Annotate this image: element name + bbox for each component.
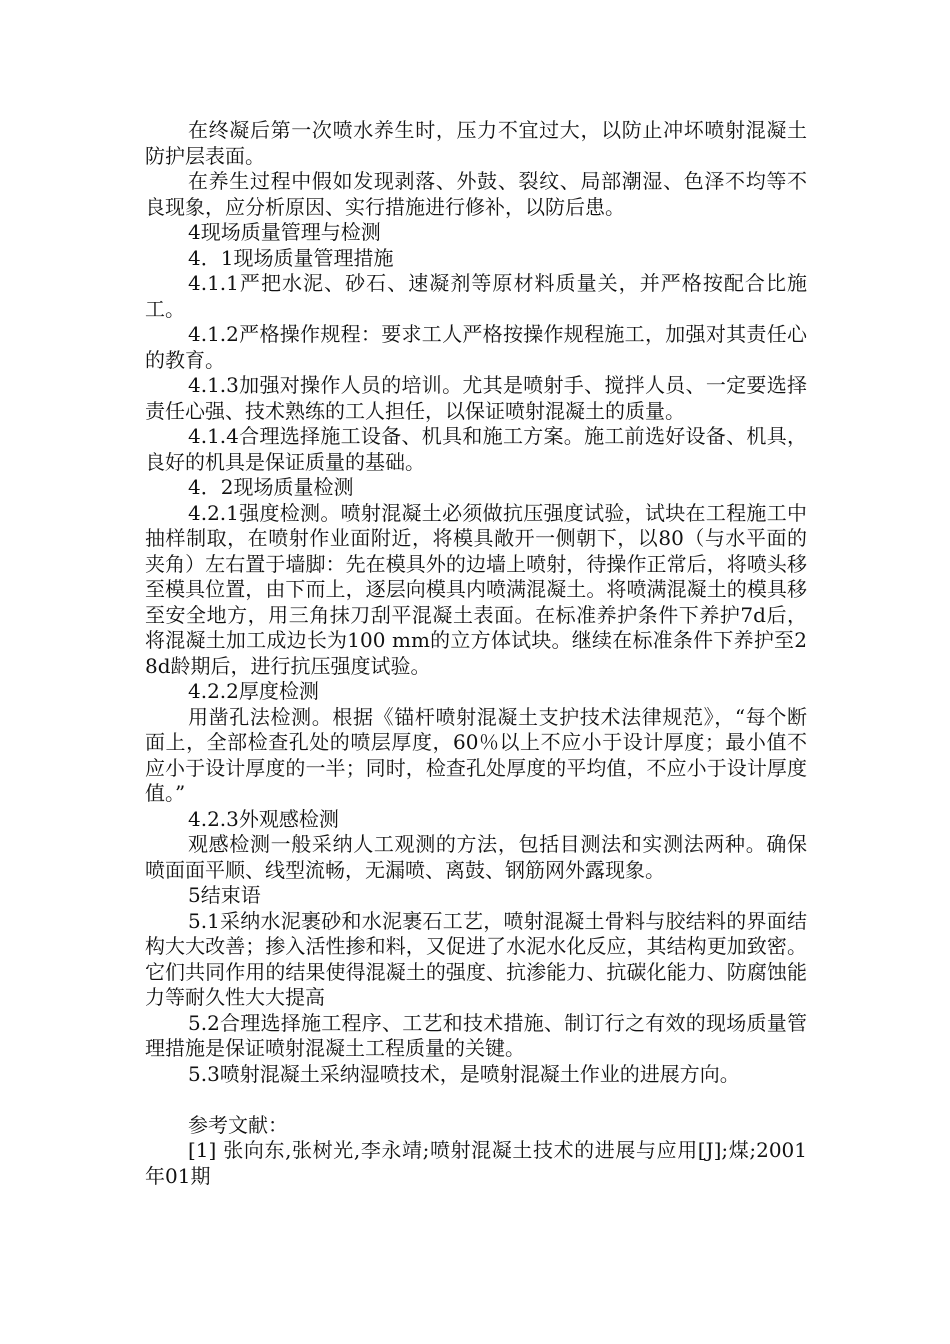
paragraph-4-1-4: 4.1.4合理选择施工设备、机具和施工方案。施工前选好设备、机具，良好的机具是保证质量的基础。 (145, 424, 807, 474)
paragraph-4-1-2: 4.1.2严格操作规程：要求工人严格按操作规程施工，加强对其责任心的教育。 (145, 322, 807, 372)
paragraph-curing-pressure: 在终凝后第一次喷水养生时，压力不宜过大，以防止冲坏喷射混凝土防护层表面。 (145, 118, 807, 168)
subsection-heading-4-2-3: 4.2.3外观感检测 (188, 806, 339, 831)
paragraph-curing-defects: 在养生过程中假如发现剥落、外鼓、裂纹、局部潮湿、色泽不均等不良现象，应分析原因、实行措施进行修补，以防后患。 (145, 169, 807, 219)
section-heading-4-1: 4．1现场质量管理措施 (188, 245, 394, 270)
subsection-heading-4-2-2: 4.2.2厚度检测 (188, 679, 319, 703)
document-page (145, 118, 807, 1189)
references-heading: 参考文献： (188, 1112, 288, 1137)
paragraph-5-1: 5.1采纳水泥裹砂和水泥裹石工艺，喷射混凝土骨料与胶结料的界面结构大大改善；掺入活性掺和料，又促进了水泥水化反应，其结构更加致密。它们共同作用的结果使得混凝土的强度、抗渗能力、抗碳化能力、防腐蚀能力等耐久性大大提高 (145, 908, 807, 1009)
paragraph-4-1-1: 4.1.1严把水泥、砂石、速凝剂等原材料质量关，并严格按配合比施工。 (145, 271, 807, 321)
paragraph-4-2-1: 4.2.1强度检测。喷射混凝土必须做抗压强度试验，试块在工程施工中抽样制取，在喷射作业面附近，将模具敞开一侧朝下，以80（与水平面的夹角）左右置于墙脚：先在模具外的边墙上喷射，待操作正常后，将喷头移至模具位置，由下而上，逐层向模具内喷满混凝土。将喷满混凝土的模具移至安全地方，用三角抹刀刮平混凝土表面。在标准养护条件下养护7d后，将混凝土加工成边长为100 mm的立方体试块。继续在标准条件下养护至28d龄期后，进行抗压强度试验。 (145, 500, 807, 678)
paragraph-thickness-test: 用凿孔法检测。根据《锚杆喷射混凝土支护技术法律规范》，“每个断面上，全部检查孔处的喷层厚度，60％以上不应小于设计厚度；最小值不应小于设计厚度的一半；同时，检查孔处厚度的平均值，不应小于设计厚度值。” (145, 704, 807, 805)
paragraph-5-3: 5.3喷射混凝土采纳湿喷技术，是喷射混凝土作业的进展方向。 (188, 1061, 740, 1086)
paragraph-5-2: 5.2合理选择施工程序、工艺和技术措施、制订行之有效的现场质量管理措施是保证喷射混凝土工程质量的关键。 (145, 1010, 807, 1060)
blank-line (145, 1087, 807, 1113)
reference-item: [1] 张向东,张树光,李永靖;喷射混凝土技术的进展与应用[J];煤;2001年01期 (145, 1138, 807, 1188)
section-heading-5: 5结束语 (188, 883, 261, 907)
section-heading-4-2: 4．2现场质量检测 (188, 475, 354, 499)
section-heading-4: 4现场质量管理与检测 (188, 220, 381, 244)
paragraph-4-1-3: 4.1.3加强对操作人员的培训。尤其是喷射手、搅拌人员、一定要选择责任心强、技术熟练的工人担任，以保证喷射混凝土的质量。 (145, 373, 807, 423)
paragraph-appearance-test: 观感检测一般采纳人工观测的方法，包括目测法和实测法两种。确保喷面面平顺、线型流畅，无漏喷、离鼓、钢筋网外露现象。 (145, 832, 807, 882)
